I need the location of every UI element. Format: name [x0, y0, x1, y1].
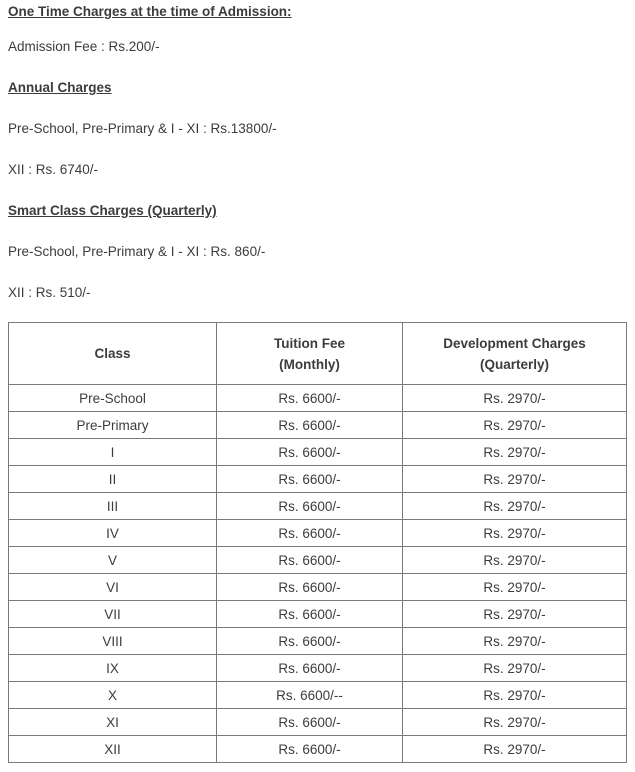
- class-cell: IV: [9, 520, 217, 547]
- col-header-development-line2: (Quarterly): [479, 356, 550, 372]
- fee-table-row: [9, 628, 627, 655]
- development-cell: Rs. 2970/-: [403, 601, 627, 628]
- class-cell: XII: [9, 736, 217, 763]
- class-cell: IX: [9, 655, 217, 682]
- tuition-cell: Rs. 6600/-: [217, 466, 403, 493]
- fee-table-row: [9, 412, 627, 439]
- fee-table-row: [9, 655, 627, 682]
- fee-table-row: [9, 385, 627, 412]
- fee-table-row: [9, 493, 627, 520]
- smart-class-charges-heading: Smart Class Charges (Quarterly): [8, 203, 217, 218]
- tuition-cell: Rs. 6600/-: [217, 736, 403, 763]
- class-cell: III: [9, 493, 217, 520]
- one-time-charges-heading: One Time Charges at the time of Admission:: [8, 4, 292, 19]
- class-cell: Pre-Primary: [9, 412, 217, 439]
- class-cell: VIII: [9, 628, 217, 655]
- tuition-cell: Rs. 6600/-: [217, 628, 403, 655]
- fee-table-header-row: [9, 323, 627, 385]
- tuition-cell: Rs. 6600/-: [217, 547, 403, 574]
- development-cell: Rs. 2970/-: [403, 466, 627, 493]
- development-cell: Rs. 2970/-: [403, 628, 627, 655]
- col-header-tuition-fee: [217, 323, 403, 385]
- development-cell: Rs. 2970/-: [403, 547, 627, 574]
- development-cell: Rs. 2970/-: [403, 736, 627, 763]
- fee-table-row: [9, 547, 627, 574]
- tuition-cell: Rs. 6600/-: [217, 493, 403, 520]
- col-header-development-charges: [403, 323, 627, 385]
- smart-class-line-preschool: Pre-School, Pre-Primary & I - XI : Rs. 860/-: [8, 244, 266, 259]
- annual-charges-line-preschool: Pre-School, Pre-Primary & I - XI : Rs.13800/-: [8, 121, 277, 136]
- tuition-cell: Rs. 6600/-: [217, 574, 403, 601]
- tuition-cell: Rs. 6600/-: [217, 601, 403, 628]
- annual-charges-heading: Annual Charges: [8, 80, 112, 95]
- development-cell: Rs. 2970/-: [403, 709, 627, 736]
- fee-table: [8, 322, 627, 763]
- fee-table-row: [9, 601, 627, 628]
- col-header-class: [9, 323, 217, 385]
- class-cell: VII: [9, 601, 217, 628]
- annual-charges-line-xii: XII : Rs. 6740/-: [8, 162, 99, 177]
- class-cell: X: [9, 682, 217, 709]
- tuition-cell: Rs. 6600/-: [217, 655, 403, 682]
- fee-table-row: [9, 520, 627, 547]
- development-cell: Rs. 2970/-: [403, 520, 627, 547]
- development-cell: Rs. 2970/-: [403, 493, 627, 520]
- fee-table-row: [9, 439, 627, 466]
- fee-table-row: [9, 736, 627, 763]
- development-cell: Rs. 2970/-: [403, 682, 627, 709]
- admission-fee-line: Admission Fee : Rs.200/-: [8, 39, 160, 54]
- fee-table-row: [9, 709, 627, 736]
- tuition-cell: Rs. 6600/-: [217, 520, 403, 547]
- development-cell: Rs. 2970/-: [403, 439, 627, 466]
- development-cell: Rs. 2970/-: [403, 385, 627, 412]
- fee-table-row: [9, 682, 627, 709]
- class-cell: XI: [9, 709, 217, 736]
- class-cell: II: [9, 466, 217, 493]
- class-cell: I: [9, 439, 217, 466]
- class-cell: VI: [9, 574, 217, 601]
- development-cell: Rs. 2970/-: [403, 412, 627, 439]
- col-header-development-line1: Development Charges: [443, 335, 586, 351]
- col-header-tuition-line2: (Monthly): [279, 356, 340, 372]
- col-header-tuition-line1: Tuition Fee: [274, 335, 345, 351]
- tuition-cell: Rs. 6600/-: [217, 439, 403, 466]
- development-cell: Rs. 2970/-: [403, 655, 627, 682]
- class-cell: V: [9, 547, 217, 574]
- col-header-class-label: Class: [94, 346, 131, 361]
- tuition-cell: Rs. 6600/-: [217, 412, 403, 439]
- smart-class-line-xii: XII : Rs. 510/-: [8, 285, 91, 300]
- tuition-cell: Rs. 6600/-: [217, 385, 403, 412]
- tuition-cell: Rs. 6600/-: [217, 709, 403, 736]
- fee-table-body: [9, 385, 627, 763]
- tuition-cell: Rs. 6600/--: [217, 682, 403, 709]
- development-cell: Rs. 2970/-: [403, 574, 627, 601]
- fee-table-row: [9, 574, 627, 601]
- fee-table-row: [9, 466, 627, 493]
- class-cell: Pre-School: [9, 385, 217, 412]
